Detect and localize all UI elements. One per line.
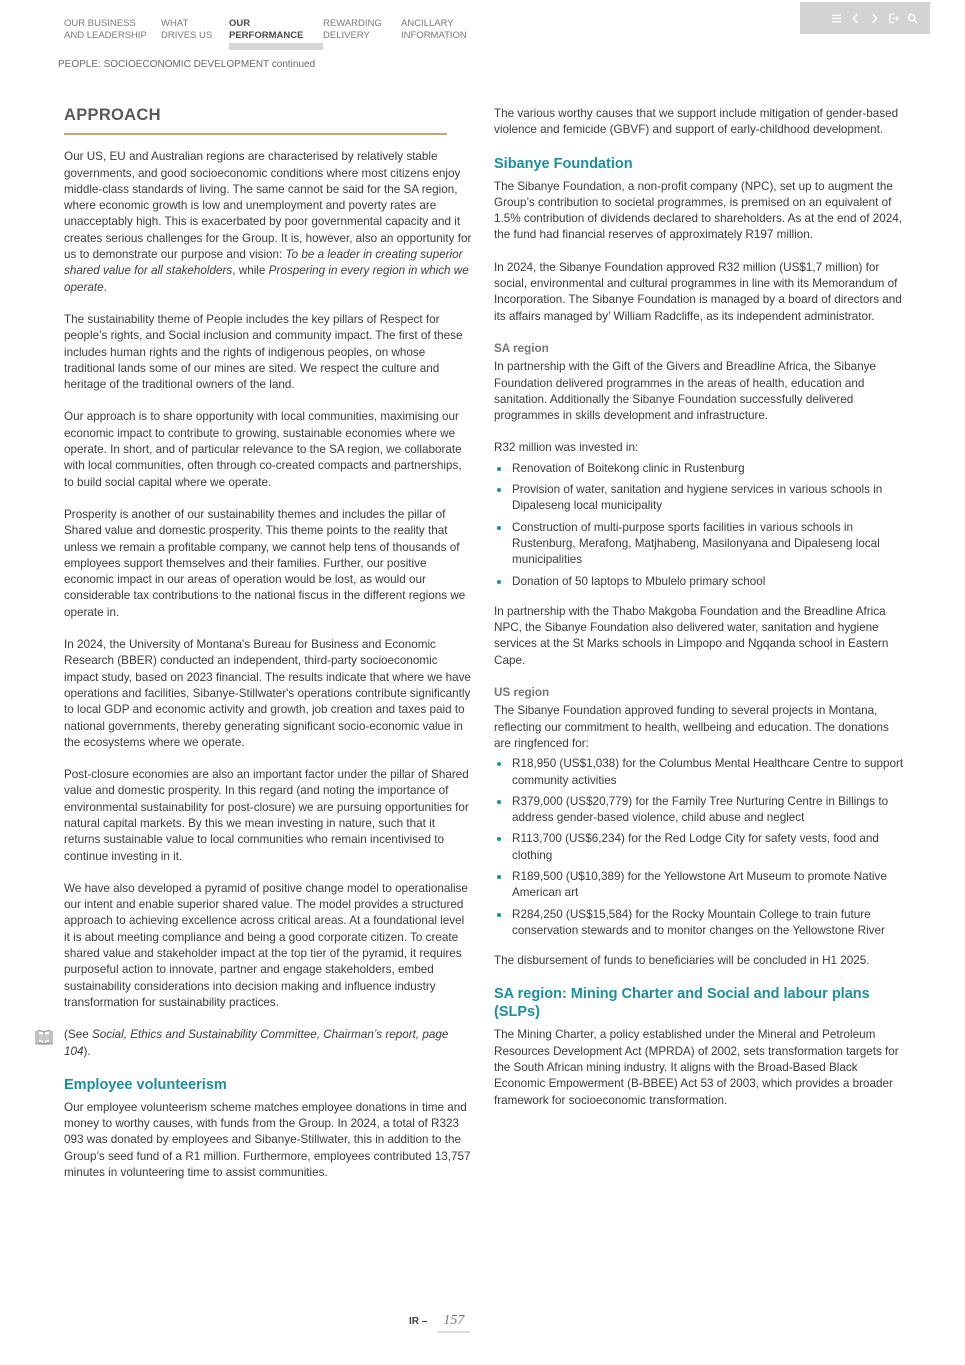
sa-region-heading: SA region	[494, 341, 549, 355]
chevron-right-icon[interactable]	[865, 9, 884, 27]
page-number: 157	[437, 1313, 470, 1333]
approach-paragraph-4: Prosperity is another of our sustainability themes and includes the pillar of Shared value and domestic prosperity. This theme points to the reality that unless we remain a profitable company, we cannot help tens of thousands of employees support themselves and their families. Further, our positive economic impact in our areas of operation would be lost, as would our considerable tax contributions to the national fiscus in the different regions we operate in.	[64, 507, 466, 619]
us-region-paragraph: The Sibanye Foundation approved funding to several projects in Montana, reflecting our commitment to health, wellbeing and education. The donations are ringfenced for:	[494, 704, 889, 750]
reader-toolbar	[800, 2, 930, 34]
nav-what-drives-us[interactable]: WHAT DRIVES US	[161, 18, 213, 41]
menu-icon[interactable]	[827, 9, 846, 27]
list-item: R284,250 (US$15,584) for the Rocky Mountain College to train future conservation stewards and to monitor changes on the Yellowstone River	[494, 907, 904, 940]
list-item: Construction of multi-purpose sports facilities in various schools in Rustenburg, Merafong, Matjhabeng, Masilonyana and Dipaleseng local municipalities	[494, 520, 904, 569]
us-donation-list	[494, 756, 904, 939]
list-item: R18,950 (US$1,038) for the Columbus Mental Healthcare Centre to support community activities	[494, 756, 904, 789]
approach-paragraph-6: Post-closure economies are also an important factor under the pillar of Shared value and domestic prosperity. In this regard (and noting the importance of environmental sustainability for post-closure) we are pursuing opportunities for natural capital markets. By this we mean investing in nature, such that it returns sustainable value to local communities who remain incentivised to continue investing in it.	[64, 768, 469, 863]
breadcrumb	[58, 59, 315, 70]
partnership-paragraph: In partnership with the Thabo Makgoba Foundation and the Breadline Africa NPC, the Sibanye Foundation also delivered water, sanitation and hygiene services at the St Marks schools in Limpopo and Ngqanda school in Eastern Cape.	[494, 604, 889, 667]
nav-our-business[interactable]: OUR BUSINESS AND LEADERSHIP	[64, 18, 147, 41]
disbursement-paragraph: The disbursement of funds to beneficiaries will be concluded in H1 2025.	[494, 954, 870, 968]
chevron-left-icon[interactable]	[846, 9, 865, 27]
nav-our-performance[interactable]: OUR PERFORMANCE	[229, 18, 323, 50]
nav-rewarding-delivery[interactable]: REWARDING DELIVERY	[323, 18, 382, 41]
list-item: R379,000 (US$20,779) for the Family Tree Nurturing Centre in Billings to address gender-based violence, child abuse and neglect	[494, 794, 904, 827]
list-item: R189,500 (U$10,389) for the Yellowstone Art Museum to promote Native American art	[494, 869, 904, 902]
approach-paragraph-7: We have also developed a pyramid of positive change model to operationalise our intent and enable superior shared value. The model provides a structured approach to achieving excellence across critical areas. At a foundational level it is about meeting compliance and being a good corporate citizen. To create shared value and stakeholder impact at the top tier of the pyramid, it requires purposeful action to innovate, partner and engage stakeholders, embed sustainability considerations into decision making and influence industry transformation for sustainability practices.	[64, 881, 468, 1009]
list-item: R113,700 (US$6,234) for the Red Lodge City for safety vests, food and clothing	[494, 831, 904, 864]
sibanye-foundation-heading: Sibanye Foundation	[494, 155, 633, 172]
breadcrumb-section: PEOPLE: SOCIOECONOMIC DEVELOPMENT	[58, 59, 269, 70]
foundation-paragraph-2: In 2024, the Sibanye Foundation approved R32 million (US$1,7 million) for social, environmental and cultural programmes in line with its Memorandum of Incorporation. The Sibanye Foundation is managed by a board of directors and its affairs managed by’ William Radcliffe, as its independent administrator.	[494, 260, 902, 323]
mining-charter-heading: SA region: Mining Charter and Social and labour plans (SLPs)	[494, 986, 870, 1021]
approach-paragraph-2: The sustainability theme of People includes the key pillars of Respect for people’s rights, and Social inclusion and community impact. The first of these includes human rights and the rights of indigenous peoples, on whose traditional lands some of our mines are sited. We respect the culture and heritage of the traditional owners of the land.	[64, 312, 463, 392]
approach-paragraph-1: Our US, EU and Australian regions are characterised by relatively stable governments, and good socioeconomic conditions where most citizens enjoy middle-class standards of living. The same cannot be said for the SA region, where economic growth is low and unemployment and poverty rates are unacceptably high. This is exacerbated by poor governmental capacity and it creates serious challenges for the Group. It is, however, also an opportunity for us to demonstrate our purpose and vision: To be a leader in creating superior shared value for all stakeholders, while Prospering in every region in which we operate.	[64, 150, 472, 294]
book-icon	[34, 1027, 54, 1047]
approach-paragraph-3: Our approach is to share opportunity with local communities, maximising our economic impact to contribute to growing, sustainable economies where we operate. In short, and of particular relevance to the SA region, we collaborate with local communities, often through co-created compacts and partnerships, to build social capital where we operate.	[64, 410, 462, 489]
approach-heading: APPROACH	[64, 107, 447, 135]
sa-region-paragraph: In partnership with the Gift of the Givers and Breadline Africa, the Sibanye Foundation delivered programmes in the areas of health, education and sanitation. Additionally the Sibanye Foundation successfully delivered programmes in skills development and infrastructure.	[494, 360, 877, 423]
mining-charter-paragraph: The Mining Charter, a policy established under the Mineral and Petroleum Resources Development Act (MPRDA) of 2002, sets transformation targets for the South African mining industry. It aligns with the Broad-Based Black Economic Empowerment (B-BBEE) Act 53 of 2003, which provides a broader framework for socioeconomic transformation.	[494, 1028, 899, 1107]
list-item: Provision of water, sanitation and hygiene services in various schools in Dipaleseng local municipality	[494, 482, 904, 515]
nav-ancillary-information[interactable]: ANCILLARY INFORMATION	[401, 18, 467, 41]
sa-investment-list	[494, 461, 904, 590]
right-column	[494, 106, 904, 1125]
employee-volunteerism-heading: Employee volunteerism	[64, 1076, 227, 1093]
breadcrumb-suffix: continued	[271, 59, 316, 70]
volunteerism-paragraph: Our employee volunteerism scheme matches employee donations in time and money to worthy causes, with funds from the Group. In 2024, a total of R323 093 was donated by employees and Sibanye-Stillwater, this in addition to the Group’s seed fund of a R1 million. Furthermore, employees contributed 13,757 minutes in volunteering time to assist communities.	[64, 1100, 471, 1180]
left-column	[64, 107, 472, 1197]
list-item: Donation of 50 laptops to Mbulelo primary school	[494, 574, 904, 590]
list-item: Renovation of Boitekong clinic in Rustenburg	[494, 461, 904, 477]
top-navigation	[64, 18, 481, 50]
exit-icon[interactable]	[884, 9, 903, 27]
report-label: IR –	[409, 1316, 428, 1327]
foundation-paragraph-1: The Sibanye Foundation, a non-profit company (NPC), set up to augment the Group’s contribution to societal programmes, is premised on an equivalent of 1.5% contribution of dividends declared to shareholders. As at the end of 2024, the fund had financial reserves of approximately R197 million.	[494, 179, 903, 242]
invested-intro: R32 million was invested in:	[494, 441, 639, 455]
cross-reference[interactable]: (See Social, Ethics and Sustainability Committee, Chairman’s report, page 104).	[64, 1027, 472, 1060]
worthy-causes-paragraph: The various worthy causes that we support include mitigation of gender-based violence and femicide (GBVF) and support of early-childhood development.	[494, 107, 899, 137]
us-region-heading: US region	[494, 686, 550, 700]
search-icon[interactable]	[903, 9, 922, 27]
approach-paragraph-5: In 2024, the University of Montana's Bureau for Business and Economic Research (BBER) conducted an independent, third-party socioeconomic impact study, based on 2023 financial. The results indicate that where we have operations and facilities, Sibanye-Stillwater's operations contribute significantly to local GDP and economic activity and growth, job creation and taxes paid to national governments, thereby generating significant socio-economic value in the ecosystems where we operate.	[64, 638, 471, 749]
page-footer	[409, 1313, 470, 1333]
